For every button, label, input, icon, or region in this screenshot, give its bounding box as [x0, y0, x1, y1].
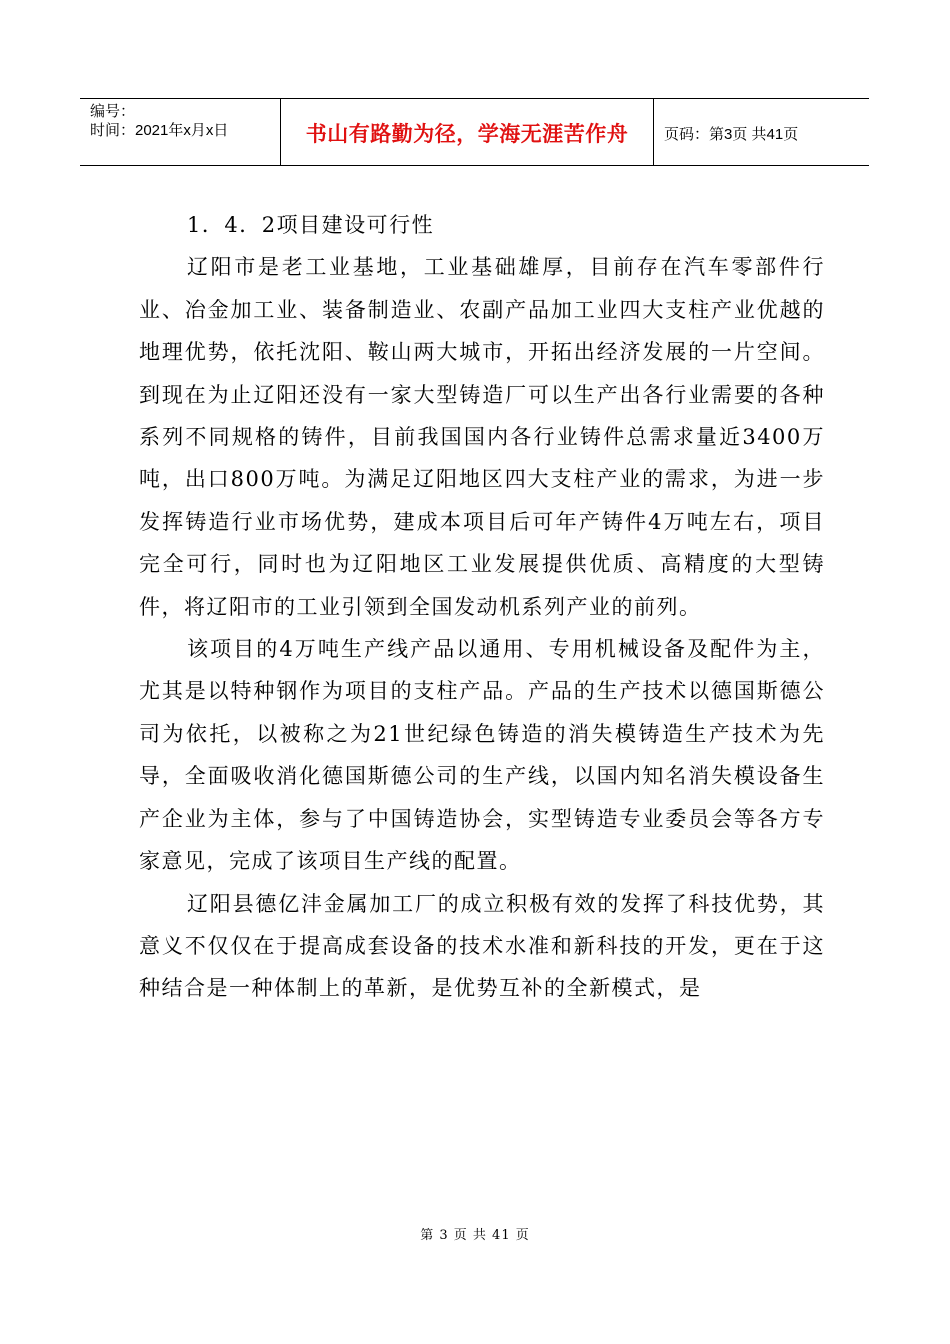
paragraph: 辽阳县德亿沣金属加工厂的成立积极有效的发挥了科技优势，其意义不仅仅在于提高成套设备的技术水准和新科技的开发，更在于这种结合是一种体制上的革新，是优势互补的全新模式，是 [139, 891, 825, 1001]
section-heading: 1．4．2项目建设可行性 [187, 213, 435, 237]
header-meta [80, 99, 281, 165]
page-footer: 第 3 页 共 41 页 [420, 1228, 530, 1243]
document-time: 时间：2021年x月x日 [90, 122, 229, 139]
document-body [139, 204, 825, 1010]
header-page-info: 页码：第3页 共41页 [664, 125, 799, 143]
header-slogan: 书山有路勤为径，学海无涯苦作舟 [281, 99, 654, 165]
paragraph: 辽阳市是老工业基地，工业基础雄厚，目前存在汽车零部件行业、冶金加工业、装备制造业、农副产品加工业四大支柱产业优越的地理优势，依托沈阳、鞍山两大城市，开拓出经济发展的一片空间。到现在为止辽阳还没有一家大型铸造厂可以生产出各行业需要的各种系列不同规格的铸件，目前我国国内各行业铸件总需求量近3400万吨，出口800万吨。为满足辽阳地区四大支柱产业的需求，为进一步发挥铸造行业市场优势，建成本项目后可年产铸件4万吨左右，项目完全可行，同时也为辽阳地区工业发展提供优质、高精度的大型铸件，将辽阳市的工业引领到全国发动机系列产业的前列。 [139, 255, 825, 619]
header-table [80, 98, 869, 166]
paragraph: 该项目的4万吨生产线产品以通用、专用机械设备及配件为主，尤其是以特种钢作为项目的支柱产品。产品的生产技术以德国斯德公司为依托，以被称之为21世纪绿色铸造的消失模铸造生产技术为先导，全面吸收消化德国斯德公司的生产线，以国内知名消失模设备生产企业为主体，参与了中国铸造协会，实型铸造专业委员会等各方专家意见，完成了该项目生产线的配置。 [139, 637, 825, 874]
document-number-label: 编号： [90, 103, 136, 120]
